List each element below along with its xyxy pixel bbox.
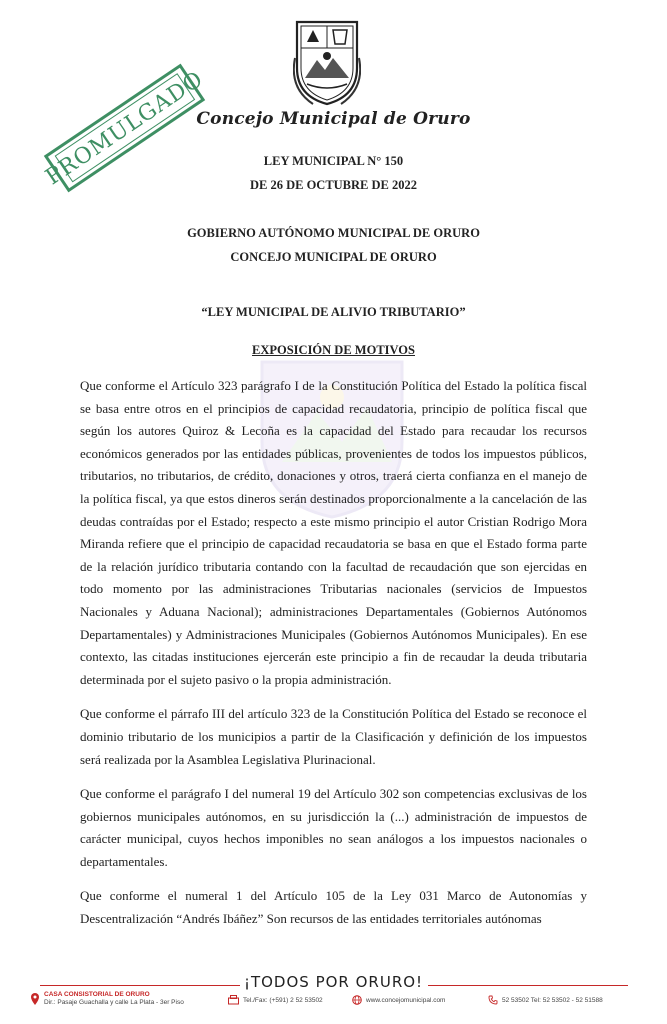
- body-text: [80, 375, 587, 943]
- address-title: CASA CONSISTORIAL DE ORURO: [44, 991, 150, 998]
- globe-icon: [352, 995, 362, 1005]
- footer-telfax: [228, 995, 323, 1005]
- paragraph: Que conforme el Artículo 323 parágrafo I de la Constitución Política del Estado la política fiscal se basa entre otros en el principios de capacidad recaudatoria, principio de política fiscal que según los autores Quiroz & Lecoña es la capacidad del Estado para recaudar los recursos económicos generados por las entidades públicas, provenientes de todos los impuestos públicos, tributarios, no tributarios, de crédito, donaciones y otros, traerá cierta confianza en el manejo de la política fiscal, ya que estos dineros serán destinados proporcionalmente a la cancelación de las deudas contraídas por el Estado; respecto a este mismo principio el autor Cristian Rodrigo Mora Miranda refiere que el principio de capacidad recaudatoria se basa en que el Estado forma parte de la relación jurídico tributaria contando con la facultad de recaudación que son ejercidas en todo momento por las administraciones Tributarias nacionales (servicios de Impuestos Nacionales y Aduana Nacional); administraciones Departamentales (Gobiernos Autónomos Departamentales) y Administraciones Municipales (Gobiernos Autónomos Municipales). En ese contexto, las citadas instituciones ejercerán este principio a fin de recaudar la deuda tributaria determinada por el sujeto pasivo o la propia administración.: [80, 378, 587, 687]
- footer-contact: [30, 991, 640, 1011]
- paragraph: Que conforme el numeral 1 del Artículo 105 de la Ley 031 Marco de Autonomías y Descentralización “Andrés Ibáñez” Son recursos de las entidades territoriales autónomas: [80, 888, 587, 927]
- stamp-text: PROMULGADO: [41, 66, 208, 190]
- council-heading: CONCEJO MUNICIPAL DE ORURO: [230, 250, 437, 264]
- law-title: “LEY MUNICIPAL DE ALIVIO TRIBUTARIO”: [201, 305, 466, 319]
- section-heading: EXPOSICIÓN DE MOTIVOS: [252, 343, 415, 357]
- government-name: GOBIERNO AUTÓNOMO MUNICIPAL DE ORURO: [187, 226, 480, 240]
- website-text: www.concejomunicipal.com: [366, 996, 446, 1004]
- footer-phones: [488, 995, 603, 1005]
- phone-icon: [488, 995, 498, 1005]
- footer-address: [30, 991, 184, 1007]
- telfax-text: Tel./Fax: (+591) 2 52 53502: [243, 996, 323, 1004]
- paragraph: Que conforme el parágrafo I del numeral 19 del Artículo 302 son competencias exclusivas de los gobiernos municipales autónomos, en su jurisdicción la (...) administración de impuestos de carácter municipal, cuyos hechos imponibles no sean análogos a los impuestos nacionales o departamentales.: [80, 786, 587, 869]
- footer-website: [352, 995, 445, 1005]
- law-number: LEY MUNICIPAL N° 150: [263, 154, 404, 168]
- phones-text: 52 53502 Tel: 52 53502 - 52 51588: [502, 996, 603, 1004]
- paragraph: Que conforme el párrafo III del artículo 323 de la Constitución Política del Estado se reconoce el dominio tributario de los municipios a partir de la Clasificación y definición de los impuestos será realizada por la Asamblea Legislativa Plurinacional.: [80, 706, 587, 767]
- location-pin-icon: [30, 993, 40, 1005]
- coat-of-arms-icon: [293, 18, 361, 108]
- fax-icon: [228, 995, 239, 1005]
- council-name: Concejo Municipal de Oruro: [196, 109, 471, 129]
- law-date: DE 26 DE OCTUBRE DE 2022: [249, 178, 418, 192]
- address-detail: Dir.: Pasaje Guachalla y calle La Plata - 3er Piso: [44, 999, 184, 1006]
- footer-slogan: ¡TODOS POR ORURO!: [243, 973, 424, 991]
